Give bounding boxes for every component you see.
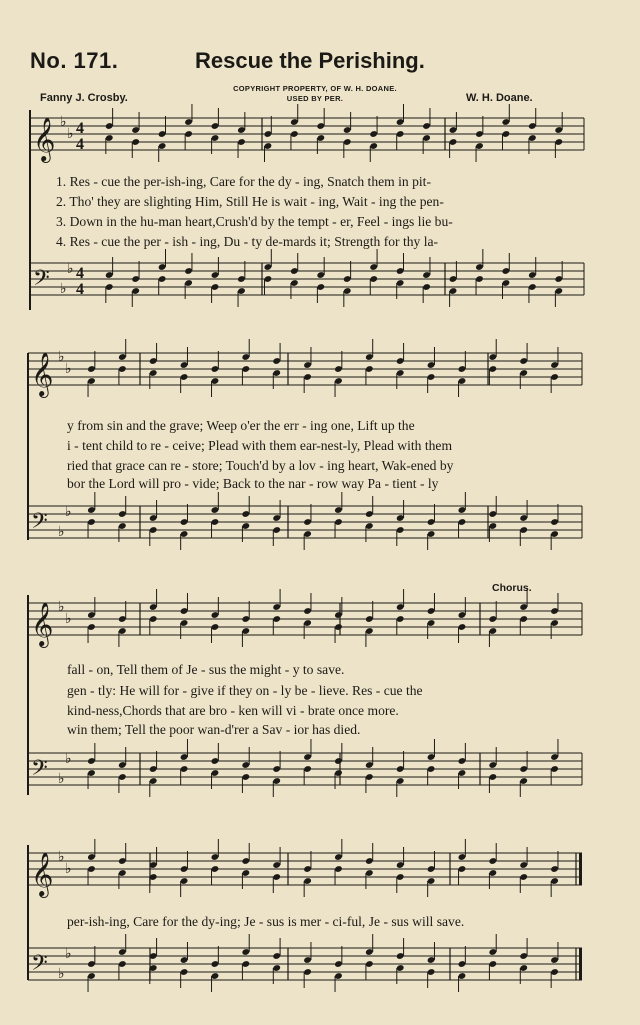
flat-sign-icon: ♭ [65, 611, 72, 627]
flat-sign-icon: ♭ [65, 946, 72, 962]
bass-clef-icon: 𝄢 [31, 951, 48, 981]
treble-staff [0, 110, 640, 180]
flat-sign-icon: ♭ [60, 114, 67, 130]
lyric-line: y from sin and the grave; Weep o'er the err - ing one, Lift up the [67, 418, 415, 433]
copyright-line: COPYRIGHT PROPERTY, OF W. H. DOANE. [233, 84, 397, 93]
final-barline [579, 948, 582, 980]
bass-staff [0, 940, 640, 1010]
flat-sign-icon: ♭ [58, 349, 65, 365]
bass-staff [0, 255, 640, 325]
composer-credit: W. H. Doane. [466, 92, 533, 104]
lyric-line: kind-ness,Chords that are bro - ken will vi - brate once more. [67, 703, 399, 718]
treble-clef-icon: 𝄞 [31, 602, 54, 646]
flat-sign-icon: ♭ [58, 599, 65, 615]
lyric-line: win them; Tell the poor wan-d'rer a Sav - ior has died. [67, 722, 361, 737]
flat-sign-icon: ♭ [58, 849, 65, 865]
time-signature: 4 [76, 281, 84, 298]
flat-sign-icon: ♭ [67, 261, 74, 277]
treble-clef-icon: 𝄞 [31, 852, 54, 896]
lyric-line: bor the Lord will pro - vide; Back to the nar - row way Pa - tient - ly [67, 476, 439, 491]
bass-clef-icon: 𝄢 [31, 756, 48, 786]
lyric-line: ried that grace can re - store; Touch'd by a lov - ing heart, Wak-ened by [67, 458, 454, 473]
flat-sign-icon: ♭ [65, 504, 72, 520]
copyright-notice [200, 84, 430, 104]
hymn-number: No. 171. [30, 48, 119, 73]
lyric-line: per-ish-ing, Care for the dy-ing; Je - sus is mer - ci-ful, Je - sus will save. [67, 914, 465, 929]
bass-staff [0, 745, 640, 815]
bass-clef-icon: 𝄢 [31, 509, 48, 539]
time-signature: 4 [76, 136, 84, 153]
treble-staff [0, 845, 640, 915]
copyright-line: USED BY PER. [286, 94, 344, 103]
lyricist-credit: Fanny J. Crosby. [40, 92, 128, 104]
lyric-line: fall - on, Tell them of Je - sus the might - y to save. [67, 662, 345, 677]
final-barline [579, 853, 582, 885]
chorus-label: Chorus. [492, 582, 532, 594]
flat-sign-icon: ♭ [65, 361, 72, 377]
lyric-line: gen - tly: He will for - give if they on - ly be - lieve. Res - cue the [67, 683, 423, 698]
lyric-line: i - tent child to re - ceive; Plead with them ear-nest-ly, Plead with them [67, 438, 453, 453]
flat-sign-icon: ♭ [58, 524, 65, 540]
flat-sign-icon: ♭ [58, 966, 65, 982]
flat-sign-icon: ♭ [65, 751, 72, 767]
treble-clef-icon: 𝄞 [31, 352, 54, 396]
flat-sign-icon: ♭ [60, 281, 67, 297]
time-signature: 4 [76, 265, 84, 282]
flat-sign-icon: ♭ [58, 771, 65, 787]
flat-sign-icon: ♭ [67, 126, 74, 142]
bass-clef-icon: 𝄢 [33, 266, 50, 296]
flat-sign-icon: ♭ [65, 861, 72, 877]
lyric-line: 3. Down in the hu-man heart,Crush'd by the tempt - er, Feel - ings lie bu- [56, 214, 453, 229]
time-signature: 4 [76, 120, 84, 137]
bass-staff [0, 498, 640, 568]
lyric-line: 4. Res - cue the per - ish - ing, Du - ty de-mards it; Strength for thy la- [56, 234, 439, 249]
lyric-line: 2. Tho' they are slighting Him, Still He is wait - ing, Wait - ing the pen- [56, 194, 444, 209]
treble-staff [0, 595, 640, 665]
lyric-line: 1. Res - cue the per-ish-ing, Care for the dy - ing, Snatch them in pit- [56, 174, 431, 189]
treble-staff [0, 345, 640, 415]
hymn-title: Rescue the Perishing. [195, 48, 425, 73]
treble-clef-icon: 𝄞 [33, 117, 56, 161]
